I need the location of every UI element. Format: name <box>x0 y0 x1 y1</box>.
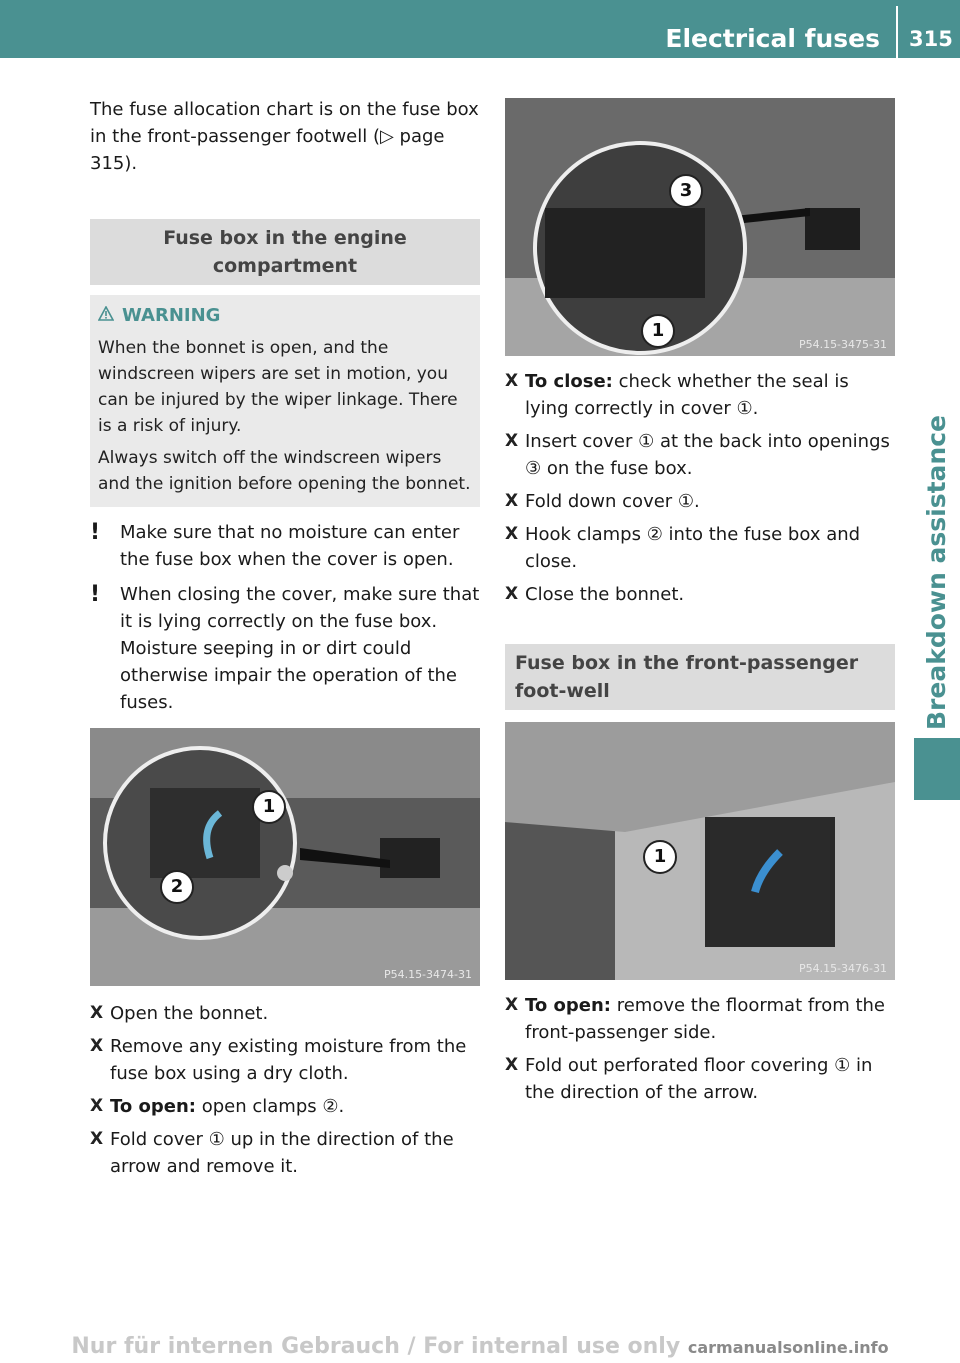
photo-code: P54.15-3475-31 <box>798 338 887 351</box>
steps-list-close <box>505 368 895 608</box>
step-item: X Open the bonnet. <box>90 1000 480 1027</box>
note-item <box>90 581 480 716</box>
callout-1: 1 <box>643 840 677 874</box>
callout-1: 1 <box>641 314 675 348</box>
step-marker-icon: X <box>90 1129 104 1149</box>
footwell-illustration <box>505 722 895 980</box>
warning-label: WARNING <box>122 305 221 326</box>
left-column <box>90 96 480 1180</box>
step-marker-icon: X <box>505 1055 519 1075</box>
step-item: X Hook clamps ② into the fuse box and close. <box>505 521 895 575</box>
step-marker-icon: X <box>505 995 519 1015</box>
step-marker-icon: X <box>505 524 519 544</box>
section-heading-engine: Fuse box in the engine compartment <box>90 219 480 285</box>
step-item: X Remove any existing moisture from the fuse box using a dry cloth. <box>90 1033 480 1087</box>
fuse-cover-illustration <box>505 98 895 356</box>
footwell-fuse-box-photo <box>505 722 895 980</box>
step-marker-icon: X <box>505 431 519 451</box>
step-marker-icon: X <box>90 1096 104 1116</box>
step-item: X To open: remove the floormat from the front-passenger side. <box>505 992 895 1046</box>
photo-code: P54.15-3474-31 <box>383 968 472 981</box>
step-marker-icon: X <box>505 371 519 391</box>
warning-text-2: Always switch off the windscreen wipers and the ignition before opening the bonnet. <box>98 448 471 494</box>
note-icon: ! <box>90 520 101 545</box>
footer-watermark <box>0 1332 960 1363</box>
watermark-text: Nur für internen Gebrauch / For internal use only <box>71 1334 681 1359</box>
step-item: X To open: open clamps ②. <box>90 1093 480 1120</box>
engine-compartment-illustration <box>90 728 480 986</box>
warning-icon <box>98 303 114 329</box>
step-marker-icon: X <box>90 1036 104 1056</box>
page-header <box>0 0 960 58</box>
step-item: X To close: check whether the seal is lying correctly in cover ①. <box>505 368 895 422</box>
step-marker-icon: X <box>90 1003 104 1023</box>
note-text: When closing the cover, make sure that it is lying correctly on the fuse box. Moisture seeping in or dirt could otherwise impair the operation of the fuses. <box>120 584 480 713</box>
note-text: Make sure that no moisture can enter the fuse box when the cover is open. <box>120 522 460 570</box>
intro-paragraph: The fuse allocation chart is on the fuse box in the front-passenger footwell (▷ page 315). <box>90 99 479 174</box>
page-number: 315 <box>909 27 953 51</box>
callout-1: 1 <box>252 790 286 824</box>
chapter-side-tab <box>914 370 960 800</box>
step-item: X Close the bonnet. <box>505 581 895 608</box>
section-heading-footwell: Fuse box in the front-passenger foot-well <box>505 644 895 710</box>
site-name: carmanualsonline.info <box>687 1338 889 1357</box>
step-item: X Insert cover ① at the back into openings ③ on the fuse box. <box>505 428 895 482</box>
steps-list-open <box>90 1000 480 1180</box>
section-title: Electrical fuses <box>665 24 880 53</box>
step-item: X Fold down cover ①. <box>505 488 895 515</box>
chapter-marker <box>914 738 960 800</box>
right-column <box>505 98 895 1106</box>
note-item <box>90 519 480 573</box>
note-icon: ! <box>90 582 101 607</box>
step-marker-icon: X <box>505 491 519 511</box>
callout-3: 3 <box>669 174 703 208</box>
warning-text-1: When the bonnet is open, and the windscreen wipers are set in motion, you can be injured by the wiper linkage. There is a risk of injury. <box>98 338 458 436</box>
callout-2: 2 <box>160 870 194 904</box>
step-marker-icon: X <box>505 584 519 604</box>
steps-list-footwell <box>505 992 895 1106</box>
step-item: X Fold out perforated floor covering ① in the direction of the arrow. <box>505 1052 895 1106</box>
chapter-title: Breakdown assistance <box>922 415 951 730</box>
header-divider <box>896 6 898 58</box>
photo-code: P54.15-3476-31 <box>798 962 887 975</box>
warning-box <box>90 295 480 507</box>
warning-title <box>98 303 472 329</box>
step-item: X Fold cover ① up in the direction of the arrow and remove it. <box>90 1126 480 1180</box>
engine-fuse-box-photo <box>90 728 480 986</box>
fuse-box-cover-photo <box>505 98 895 356</box>
